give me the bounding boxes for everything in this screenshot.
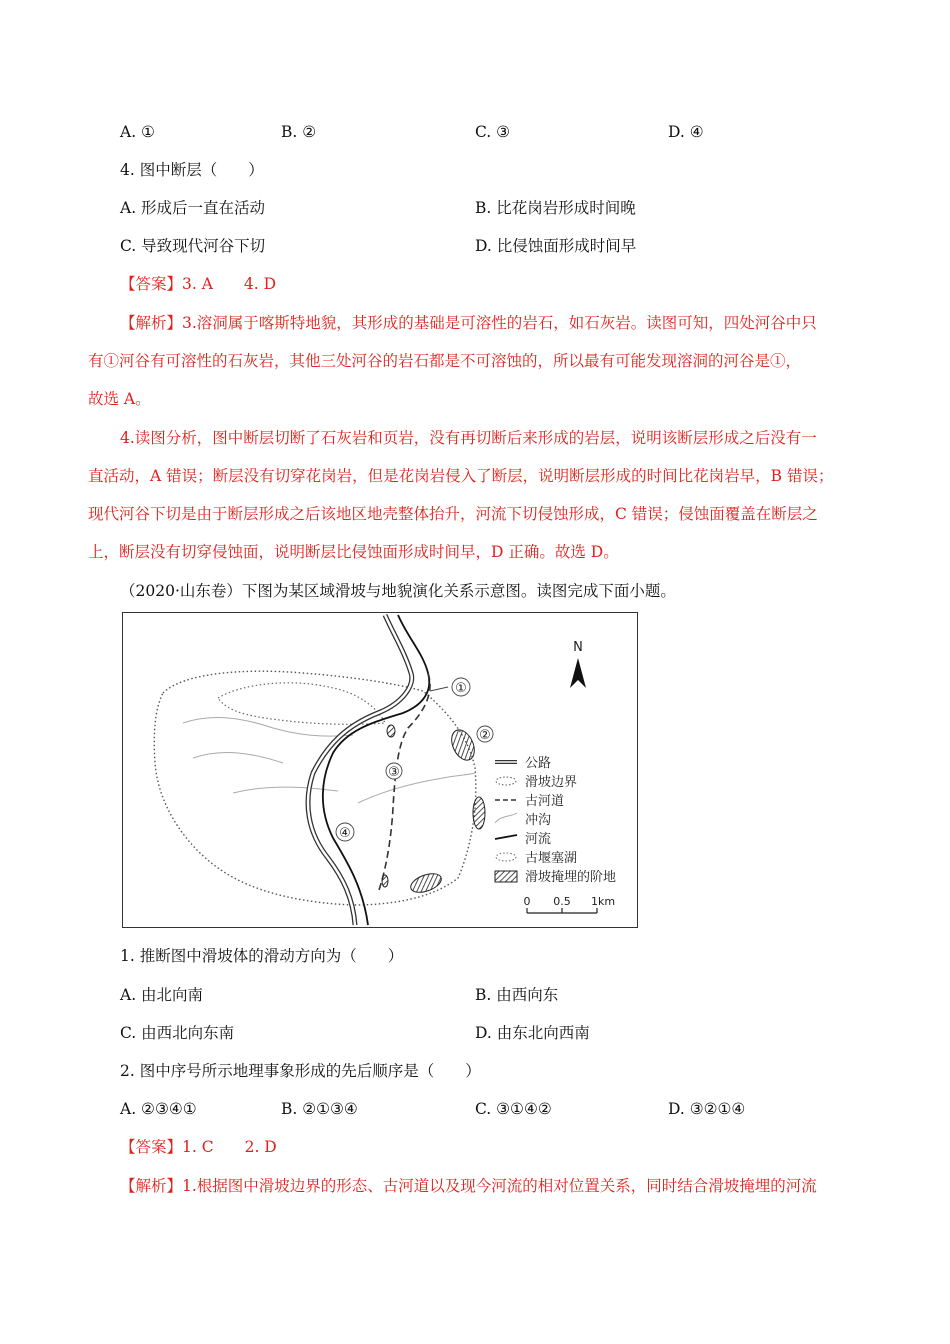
analysis-line-1 (120, 312, 817, 334)
q1-stem: 1. 推断图中滑坡体的滑动方向为（ ） (120, 947, 404, 965)
legend-ancient-river: 古河道 (525, 794, 565, 809)
q2-option-b: B. ②①③④ (281, 1100, 358, 1118)
label-3: ③ (388, 765, 400, 780)
q4-option-c: C. 导致现代河谷下切 (120, 237, 266, 255)
terrace-5 (382, 875, 388, 887)
analysis-q4-line-1: 4.读图分析，图中断层切断了石灰岩和页岩，没有再切断后来形成的岩层，说明该断层形成之后没有一 (120, 429, 817, 447)
answer-text: 1. C 2. D (182, 1138, 277, 1156)
analysis-line-2: 有①河谷有可溶性的石灰岩，其他三处河谷的岩石都是不可溶蚀的，所以最有可能发现溶洞的河谷是①， (88, 352, 802, 370)
gully-4 (358, 773, 475, 803)
analysis-q4-line-3: 现代河谷下切是由于断层形成之后该地区地壳整体抬升，河流下切侵蚀形成，C 错误；侵蚀面覆盖在断层之 (88, 505, 818, 523)
label-4: ④ (339, 826, 351, 841)
q4-option-a: A. 形成后一直在活动 (120, 199, 266, 217)
scale-0: 0 (523, 895, 531, 908)
legend-boundary: 滑坡边界 (525, 775, 578, 790)
q4-stem: 4. 图中断层（ ） (120, 161, 264, 179)
legend (495, 756, 616, 885)
analysis-text: 3.溶洞属于喀斯特地貌，其形成的基础是可溶性的岩石，如石灰岩。读图可知，四处河谷中只 (182, 314, 817, 332)
q2-option-c: C. ③①④② (475, 1100, 552, 1118)
answer-tag: 【答案】 (120, 275, 183, 293)
analysis-q4-line-2: 直活动，A 错误；断层没有切穿花岗岩，但是花岗岩侵入了断层，说明断层形成的时间比花岗岩早，B 错误； (88, 467, 834, 485)
analysis-text: 1.根据图中滑坡边界的形态、古河道以及现今河流的相对位置关系，同时结合滑坡掩埋的河流 (182, 1177, 817, 1195)
terrace-2 (473, 797, 485, 829)
question-intro: （2020·山东卷）下图为某区域滑坡与地貌演化关系示意图。读图完成下面小题。 (120, 582, 676, 600)
q1-option-b: B. 由西向东 (475, 986, 559, 1004)
q1-option-c: C. 由西北向东南 (120, 1024, 235, 1042)
terrace-1 (447, 726, 479, 763)
q3-option-c: C. ③ (475, 123, 511, 141)
landslide-map (122, 612, 638, 928)
analysis-line-3: 故选 A。 (88, 390, 151, 408)
q2-option-a: A. ②③④① (120, 1100, 197, 1118)
legend-road: 公路 (525, 756, 552, 771)
answer-text: 3. A 4. D (182, 275, 277, 293)
ancient-river (378, 673, 430, 893)
analysis-tag: 【解析】 (120, 1177, 183, 1195)
gully-1 (183, 718, 353, 737)
ancient-lake-outline (218, 683, 385, 725)
answer-block-2 (120, 1136, 277, 1158)
q4-option-b: B. 比花岗岩形成时间晚 (475, 199, 636, 217)
scale-05: 0.5 (553, 895, 571, 908)
q2-stem: 2. 图中序号所示地理事象形成的先后顺序是（ ） (120, 1062, 481, 1080)
q2-option-d: D. ③②①④ (668, 1100, 746, 1118)
north-arrow-icon (570, 658, 586, 688)
legend-gully: 冲沟 (525, 813, 552, 828)
analysis-tag: 【解析】 (120, 314, 183, 332)
q1-option-d: D. 由东北向西南 (475, 1024, 590, 1042)
legend-river: 河流 (525, 832, 552, 847)
q4-option-d: D. 比侵蚀面形成时间早 (475, 237, 637, 255)
scale-1km: 1km (590, 895, 616, 908)
gully-2 (193, 753, 283, 763)
answer-tag: 【答案】 (120, 1138, 183, 1156)
terrace-3 (408, 870, 444, 896)
q3-option-b: B. ② (281, 123, 317, 141)
answer-block-1 (120, 273, 276, 295)
q1-option-a: A. 由北向南 (120, 986, 204, 1004)
q3-option-a: A. ① (120, 123, 155, 141)
legend-terrace: 滑坡掩埋的阶地 (525, 870, 617, 885)
analysis-q4-line-4: 上，断层没有切穿侵蚀面，说明断层比侵蚀面形成时间早，D 正确。故选 D。 (88, 543, 619, 561)
legend-lake: 古堰塞湖 (525, 851, 578, 866)
label-1: ① (455, 681, 467, 696)
q3-option-d: D. ④ (668, 123, 704, 141)
north-label: N (573, 640, 583, 655)
analysis-q1-line-1 (120, 1175, 817, 1197)
scale-bar (524, 895, 616, 913)
label-2: ② (479, 728, 491, 743)
terrace-4 (387, 725, 395, 737)
